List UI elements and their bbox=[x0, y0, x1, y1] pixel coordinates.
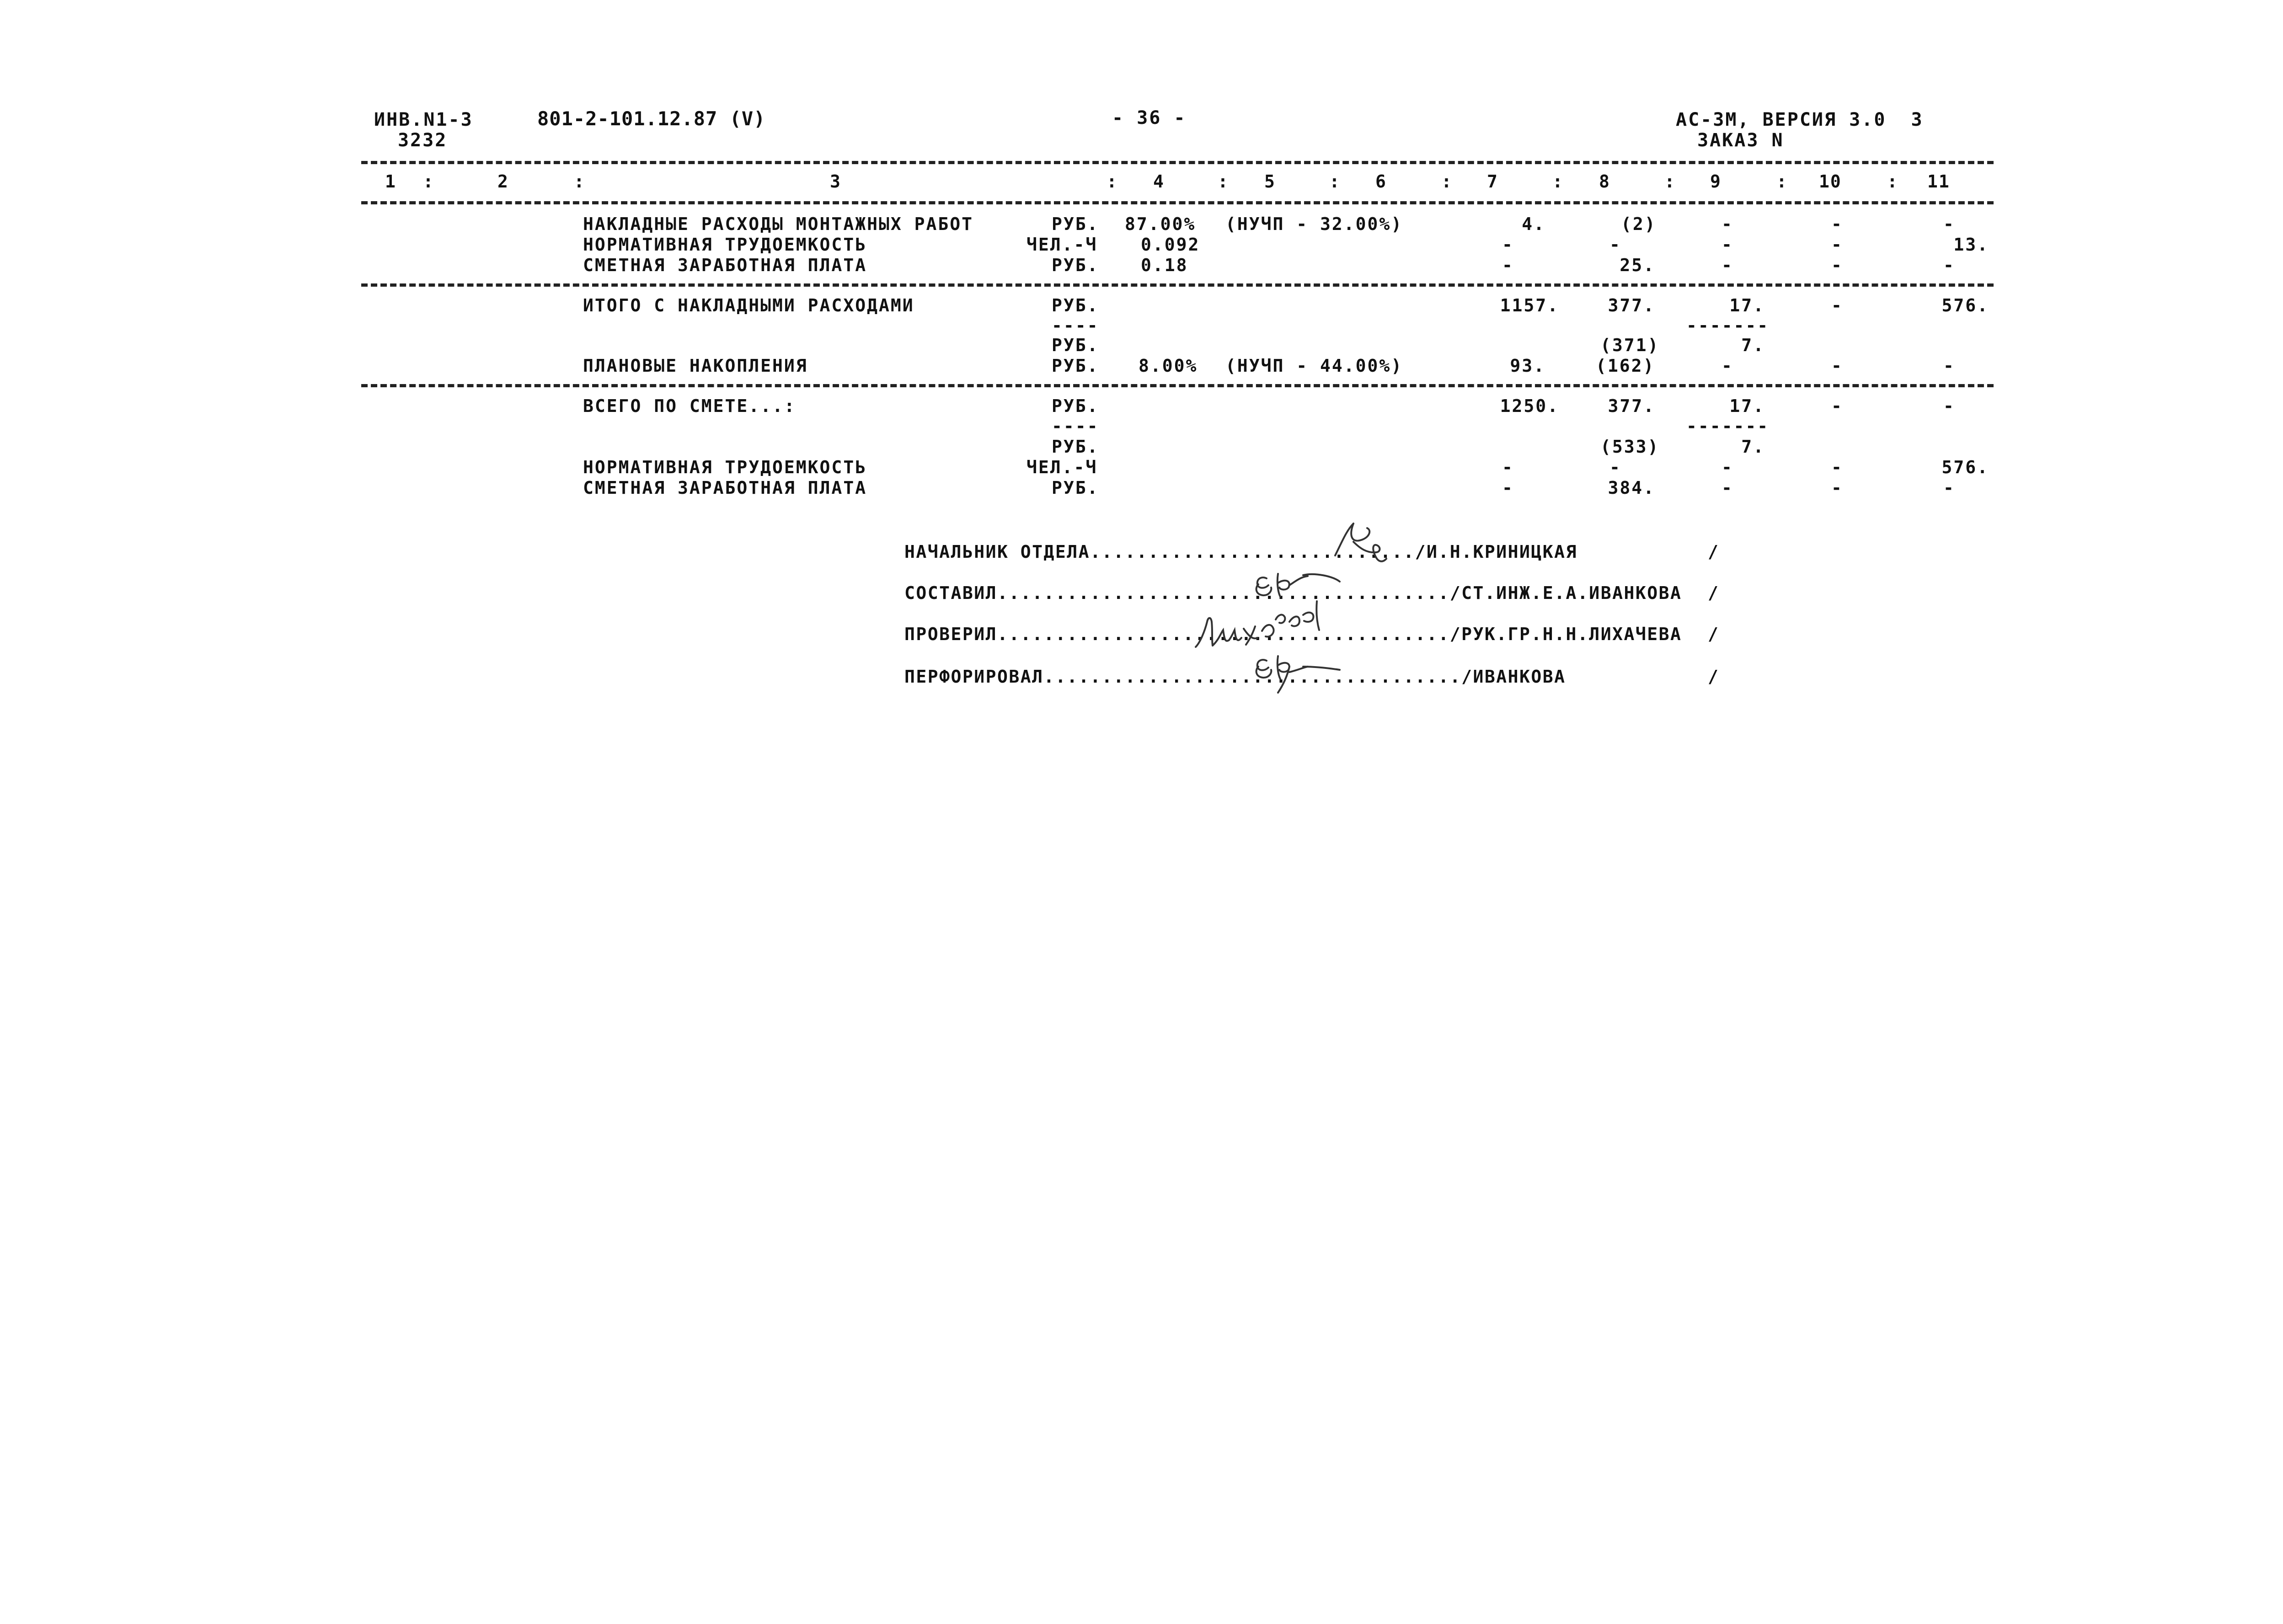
signature-end: / bbox=[1708, 583, 1720, 603]
col10-value: - bbox=[1831, 457, 1843, 477]
divider bbox=[361, 161, 1994, 164]
divider bbox=[361, 283, 1994, 287]
rate: 8.00% bbox=[1139, 356, 1198, 376]
unit: РУБ. bbox=[1052, 335, 1099, 355]
document-code: 801-2-101.12.87 (V) bbox=[537, 107, 766, 130]
order-label: ЗАКАЗ N bbox=[1697, 130, 1784, 151]
divider bbox=[361, 201, 1994, 204]
unit: РУБ. bbox=[1052, 214, 1099, 234]
col9-value: 17. bbox=[1729, 396, 1765, 416]
col9-value: - bbox=[1722, 235, 1733, 255]
column-separator: : bbox=[574, 171, 585, 192]
col7-value: 1250. bbox=[1500, 396, 1559, 416]
col9-value: - bbox=[1722, 356, 1733, 376]
col9-value: 17. bbox=[1729, 295, 1765, 315]
col9-value: - bbox=[1722, 214, 1733, 234]
column-separator: : bbox=[1329, 171, 1341, 192]
inventory-number: 3232 bbox=[398, 130, 448, 151]
col7-value: 1157. bbox=[1500, 295, 1559, 315]
col8-value: 384. bbox=[1608, 478, 1655, 498]
column-number: 10 bbox=[1819, 171, 1842, 192]
unit: ЧЕЛ.-Ч bbox=[1027, 235, 1098, 255]
col11-value: - bbox=[1943, 478, 1955, 498]
col10-value: - bbox=[1831, 478, 1843, 498]
column-number: 9 bbox=[1710, 171, 1722, 192]
signer-role: СОСТАВИЛ......................................./СТ.ИНЖ.Е.А.ИВАНКОВА bbox=[904, 583, 1682, 603]
col9-value: - bbox=[1722, 457, 1733, 477]
column-number: 8 bbox=[1599, 171, 1610, 192]
col11-value: - bbox=[1943, 356, 1955, 376]
col11-value: - bbox=[1943, 214, 1955, 234]
col10-value: - bbox=[1831, 356, 1843, 376]
col7-value: - bbox=[1502, 457, 1514, 477]
signature-end: / bbox=[1708, 667, 1720, 687]
col10-value: - bbox=[1831, 255, 1843, 275]
column-number: 2 bbox=[497, 171, 509, 192]
note: (НУЧП - 44.00%) bbox=[1225, 356, 1403, 376]
row-name: ВСЕГО ПО СМЕТЕ...: bbox=[583, 396, 796, 416]
row-name: ПЛАНОВЫЕ НАКОПЛЕНИЯ bbox=[583, 356, 808, 376]
column-number: 11 bbox=[1927, 171, 1950, 192]
column-number: 6 bbox=[1375, 171, 1387, 192]
col8-value: 377. bbox=[1608, 396, 1655, 416]
col9-value: - bbox=[1722, 478, 1733, 498]
column-separator: : bbox=[1218, 171, 1229, 192]
handwritten-signature bbox=[1235, 645, 1353, 695]
col7-value: - bbox=[1502, 478, 1514, 498]
col10-value: - bbox=[1831, 396, 1843, 416]
unit: РУБ. bbox=[1052, 295, 1099, 315]
divider bbox=[361, 384, 1994, 387]
col11-value: 576. bbox=[1941, 457, 1989, 477]
row-name: ИТОГО С НАКЛАДНЫМИ РАСХОДАМИ bbox=[583, 295, 914, 315]
col11-value: - bbox=[1943, 255, 1955, 275]
row-name: СМЕТНАЯ ЗАРАБОТНАЯ ПЛАТА bbox=[583, 255, 867, 275]
column-header-row bbox=[361, 171, 1994, 194]
row-name: СМЕТНАЯ ЗАРАБОТНАЯ ПЛАТА bbox=[583, 478, 867, 498]
subtotal-dash: ---- bbox=[1052, 315, 1099, 336]
unit: РУБ. bbox=[1052, 356, 1099, 376]
signer-role: ПЕРФОРИРОВАЛ..................................../ИВАНКОВА bbox=[904, 667, 1566, 687]
col8-value: 25. bbox=[1620, 255, 1655, 275]
column-number: 1 bbox=[385, 171, 396, 192]
subtotal-dash: ------- bbox=[1686, 416, 1770, 436]
column-separator: : bbox=[1441, 171, 1453, 192]
col11-value: - bbox=[1943, 396, 1955, 416]
col7-value: - bbox=[1502, 255, 1514, 275]
column-separator: : bbox=[1776, 171, 1788, 192]
column-number: 4 bbox=[1153, 171, 1165, 192]
col8-value: (371) bbox=[1600, 335, 1660, 355]
rate: 0.092 bbox=[1141, 235, 1200, 255]
col11-value: 576. bbox=[1941, 295, 1989, 315]
col8-value: (2) bbox=[1621, 214, 1657, 234]
column-number: 3 bbox=[830, 171, 841, 192]
col8-value: - bbox=[1609, 457, 1621, 477]
note: (НУЧП - 32.00%) bbox=[1225, 214, 1403, 234]
signature-end: / bbox=[1708, 542, 1720, 562]
col7-value: 93. bbox=[1510, 356, 1545, 376]
signer-role: ПРОВЕРИЛ......................................./РУК.ГР.Н.Н.ЛИХАЧЕВА bbox=[904, 624, 1682, 644]
column-separator: : bbox=[1664, 171, 1676, 192]
unit: РУБ. bbox=[1052, 478, 1099, 498]
col9-value: 7. bbox=[1741, 335, 1765, 355]
col7-value: - bbox=[1502, 235, 1514, 255]
col10-value: - bbox=[1831, 295, 1843, 315]
subtotal-dash: ------- bbox=[1686, 315, 1770, 336]
col10-value: - bbox=[1831, 235, 1843, 255]
unit: ЧЕЛ.-Ч bbox=[1027, 457, 1098, 477]
col8-value: 377. bbox=[1608, 295, 1655, 315]
row-name: НОРМАТИВНАЯ ТРУДОЕМКОСТЬ bbox=[583, 457, 867, 477]
rate: 87.00% bbox=[1125, 214, 1196, 234]
unit: РУБ. bbox=[1052, 396, 1099, 416]
row-name: НОРМАТИВНАЯ ТРУДОЕМКОСТЬ bbox=[583, 235, 867, 255]
col9-value: - bbox=[1722, 255, 1733, 275]
page-number: - 36 - bbox=[1112, 107, 1187, 128]
unit: РУБ. bbox=[1052, 255, 1099, 275]
column-number: 7 bbox=[1487, 171, 1498, 192]
col7-value: 4. bbox=[1522, 214, 1545, 234]
col10-value: - bbox=[1831, 214, 1843, 234]
system-version: АС-3М, ВЕРСИЯ 3.0 3 bbox=[1676, 109, 1924, 130]
inventory-label: ИНВ.N1-3 bbox=[374, 109, 473, 130]
row-name: НАКЛАДНЫЕ РАСХОДЫ МОНТАЖНЫХ РАБОТ bbox=[583, 214, 973, 234]
signer-role: НАЧАЛЬНИК ОТДЕЛА............................/И.Н.КРИНИЦКАЯ bbox=[904, 542, 1577, 562]
column-separator: : bbox=[1107, 171, 1118, 192]
col8-value: (533) bbox=[1600, 437, 1660, 457]
col8-value: (162) bbox=[1596, 356, 1655, 376]
unit: РУБ. bbox=[1052, 437, 1099, 457]
col8-value: - bbox=[1609, 235, 1621, 255]
col9-value: 7. bbox=[1741, 437, 1765, 457]
column-number: 5 bbox=[1264, 171, 1276, 192]
subtotal-dash: ---- bbox=[1052, 416, 1099, 436]
rate: 0.18 bbox=[1141, 255, 1188, 275]
col11-value: 13. bbox=[1953, 235, 1989, 255]
signature-end: / bbox=[1708, 624, 1720, 644]
column-separator: : bbox=[1887, 171, 1898, 192]
column-separator: : bbox=[423, 171, 434, 192]
column-separator: : bbox=[1552, 171, 1564, 192]
